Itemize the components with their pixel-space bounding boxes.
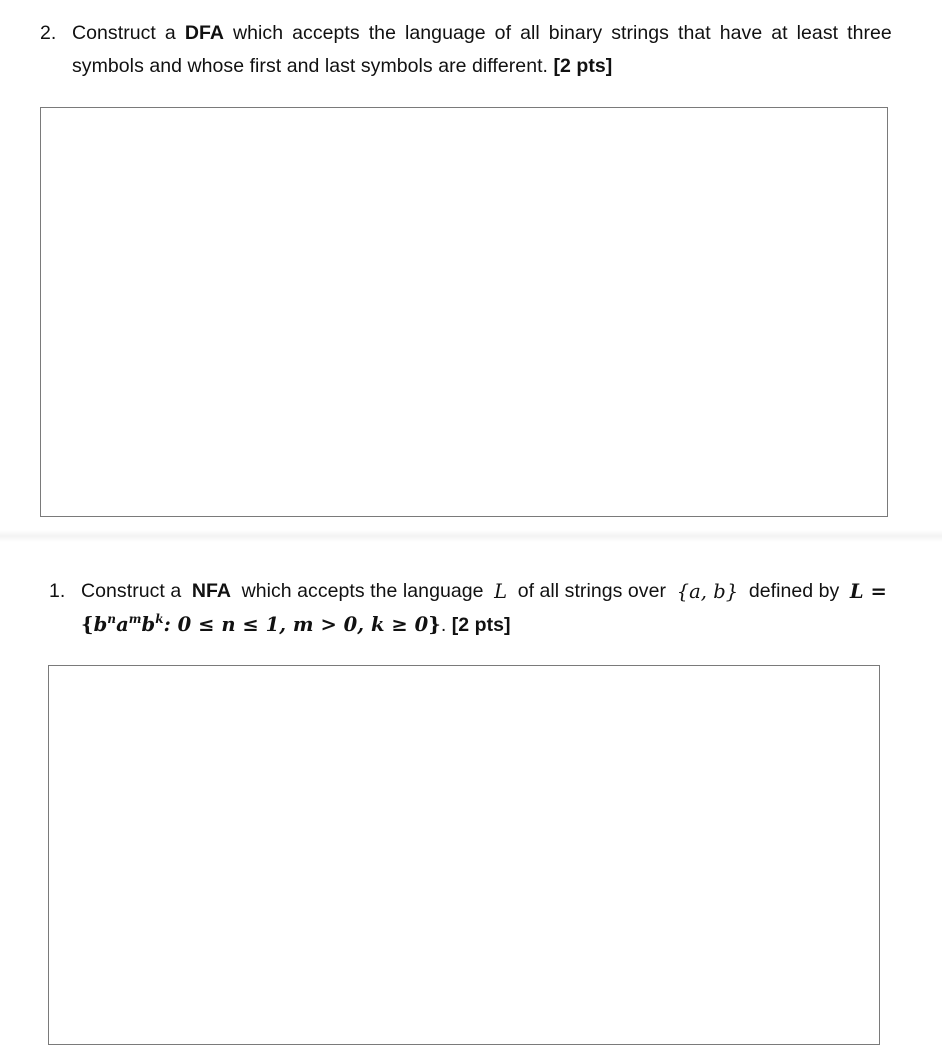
question-1-line-1 — [81, 575, 887, 608]
question-2-word: that — [678, 22, 711, 44]
set-close-brace: } — [428, 613, 441, 636]
question-2-word: at — [771, 22, 788, 44]
question-1 — [49, 575, 887, 642]
question-1-text — [81, 575, 887, 642]
question-2-points: [2 pts] — [553, 55, 613, 77]
question-2-word: language — [405, 22, 486, 44]
language-definition-lhs: L = — [849, 580, 887, 603]
set-b-term: b — [93, 613, 108, 636]
question-2-text — [72, 17, 892, 83]
question-2-dfa-term: DFA — [184, 22, 224, 44]
exponent-m: m — [128, 612, 142, 626]
language-variable: L — [494, 580, 508, 603]
question-2-word: three — [847, 22, 892, 44]
question-1-answer-box[interactable] — [48, 665, 880, 1045]
question-2-word: a — [164, 22, 176, 44]
question-2-word: Construct — [72, 22, 156, 44]
question-2-word: the — [368, 22, 396, 44]
question-1-mid: which accepts the language — [241, 580, 484, 602]
alphabet-set: {a, b} — [676, 580, 739, 603]
question-2-word: accepts — [292, 22, 360, 44]
question-2-word: which — [233, 22, 284, 44]
question-1-prefix: Construct a — [81, 580, 182, 602]
question-2-word: have — [719, 22, 763, 44]
question-2-word: least — [796, 22, 839, 44]
set-open-brace: { — [81, 613, 94, 636]
page-divider — [0, 530, 942, 542]
question-2-word: all — [520, 22, 540, 44]
question-2-line-2 — [72, 50, 892, 83]
question-2-word: binary — [548, 22, 603, 44]
question-1-after-var: of all strings over — [517, 580, 667, 602]
set-b-term-2: b — [141, 613, 156, 636]
question-1-points: [2 pts] — [451, 614, 511, 636]
exponent-n: n — [107, 612, 117, 626]
set-a-term: a — [116, 613, 129, 636]
question-1-nfa-term: NFA — [191, 580, 231, 602]
question-2-number: 2. — [40, 22, 57, 44]
question-2-word: strings — [611, 22, 669, 44]
question-2-line-2-text: symbols and whose first and last symbols are different. — [72, 55, 549, 77]
question-1-line-2 — [81, 608, 887, 642]
question-2-answer-box[interactable] — [40, 107, 888, 517]
question-1-defined-by: defined by — [748, 580, 840, 602]
sentence-period: . — [440, 614, 447, 636]
set-conditions: : 0 ≤ n ≤ 1, m > 0, k ≥ 0 — [163, 613, 429, 636]
question-1-number: 1. — [49, 580, 66, 602]
question-2 — [40, 17, 892, 83]
exponent-k: k — [155, 612, 164, 626]
question-2-word: of — [494, 22, 512, 44]
question-2-line-1 — [72, 17, 892, 50]
